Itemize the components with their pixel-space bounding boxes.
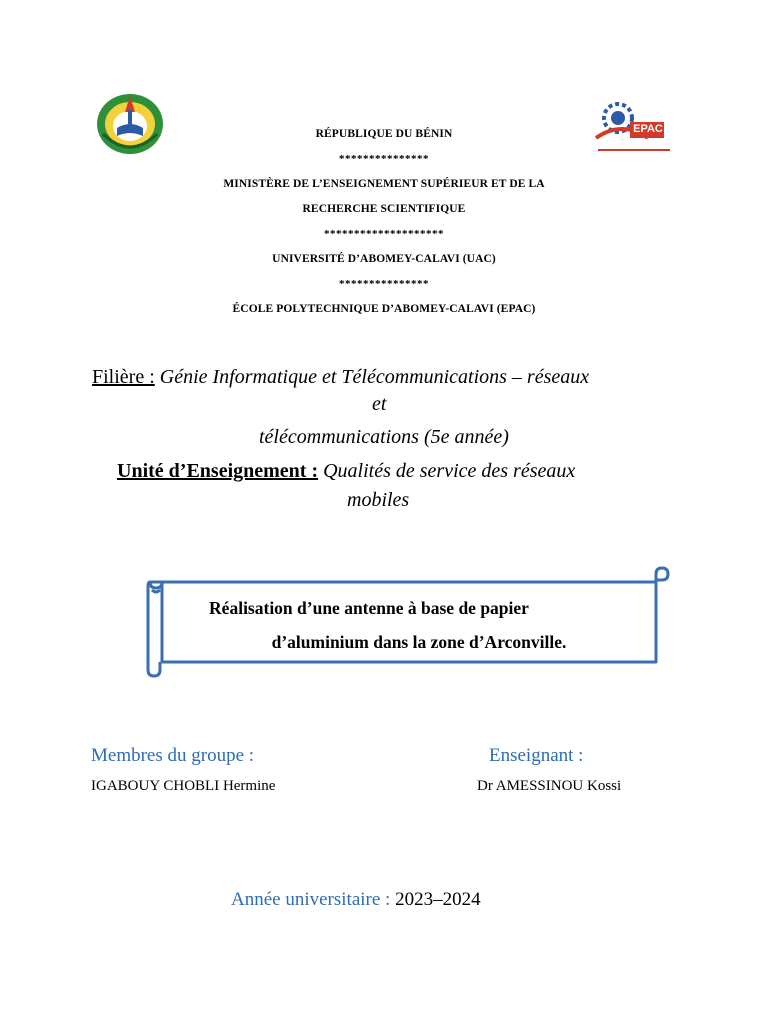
separator-stars: *************** (339, 153, 429, 165)
separator-stars: *************** (339, 278, 429, 290)
filiere-line (92, 366, 589, 389)
academic-year (231, 889, 481, 911)
filiere-label: Filière : (92, 366, 155, 388)
members-label: Membres du groupe : (91, 745, 255, 766)
ue-line (117, 460, 575, 483)
ue-value: Qualités de service des réseaux (323, 460, 576, 482)
school-name: ÉCOLE POLYTECHNIQUE D’ABOMEY-CALAVI (EPAC) (232, 303, 536, 315)
uac-logo (95, 90, 165, 156)
title-banner (144, 566, 674, 678)
teacher-name: Dr AMESSINOU Kossi (477, 778, 622, 794)
ue-label: Unité d’Enseignement : (117, 460, 319, 482)
ministry-line-2: RECHERCHE SCIENTIFIQUE (302, 203, 466, 215)
academic-year-label: Année universitaire : (231, 889, 391, 910)
filiere-value-cont: et (372, 393, 387, 415)
separator-stars: ******************** (324, 228, 444, 240)
banner-title-line-2: d’aluminium dans la zone d’Arconville. (271, 632, 567, 652)
ue-value-cont: mobiles (347, 489, 410, 511)
banner-title-line-1: Réalisation d’une antenne à base de papier (209, 598, 529, 618)
university-name: UNIVERSITÉ D’ABOMEY-CALAVI (UAC) (272, 253, 496, 265)
ministry-line-1: MINISTÈRE DE L’ENSEIGNEMENT SUPÉRIEUR ET DE LA (223, 178, 545, 190)
academic-year-value: 2023–2024 (395, 889, 481, 910)
teacher-label: Enseignant : (489, 745, 584, 766)
epac-logo-text: EPAC (633, 123, 663, 135)
filiere-value-cont: télécommunications (5e année) (259, 426, 509, 448)
member-name: IGABOUY CHOBLI Hermine (91, 778, 276, 794)
republic-heading: RÉPUBLIQUE DU BÉNIN (315, 128, 453, 140)
filiere-value: Génie Informatique et Télécommunications – réseaux (159, 366, 590, 388)
